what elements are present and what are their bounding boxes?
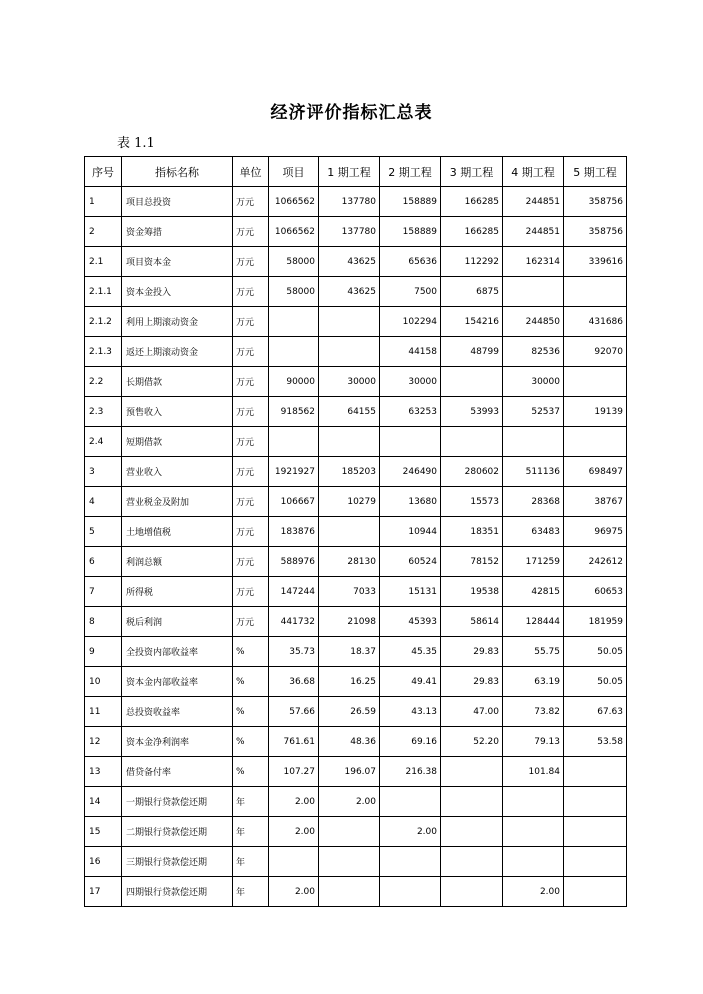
project-total-cell: 90000 xyxy=(269,367,319,397)
unit-cell: 万元 xyxy=(233,547,269,577)
table-caption: 表 1.1 xyxy=(117,136,155,151)
phase-4-cell: 42815 xyxy=(503,577,564,607)
indicator-name: 利润总额 xyxy=(122,547,233,577)
column-header: 指标名称 xyxy=(122,157,233,187)
phase-5-cell xyxy=(564,847,627,877)
phase-1-cell: 10279 xyxy=(319,487,380,517)
unit-cell: % xyxy=(233,757,269,787)
phase-5-cell: 431686 xyxy=(564,307,627,337)
phase-4-cell: 82536 xyxy=(503,337,564,367)
phase-2-cell: 49.41 xyxy=(380,667,441,697)
project-total-cell: 1921927 xyxy=(269,457,319,487)
project-total-cell xyxy=(269,847,319,877)
indicator-name: 返还上期滚动资金 xyxy=(122,337,233,367)
project-total-cell: 1066562 xyxy=(269,217,319,247)
project-total-cell: 2.00 xyxy=(269,817,319,847)
indicator-name: 营业收入 xyxy=(122,457,233,487)
unit-cell: 万元 xyxy=(233,517,269,547)
row-number: 13 xyxy=(85,757,122,787)
phase-3-cell: 166285 xyxy=(441,217,503,247)
phase-4-cell: 28368 xyxy=(503,487,564,517)
indicator-name: 长期借款 xyxy=(122,367,233,397)
phase-5-cell: 698497 xyxy=(564,457,627,487)
phase-1-cell xyxy=(319,427,380,457)
unit-cell: 万元 xyxy=(233,397,269,427)
phase-1-cell xyxy=(319,877,380,907)
column-header: 1 期工程 xyxy=(319,157,380,187)
table-row xyxy=(85,247,627,277)
row-number: 14 xyxy=(85,787,122,817)
phase-5-cell xyxy=(564,877,627,907)
project-total-cell xyxy=(269,307,319,337)
phase-1-cell xyxy=(319,817,380,847)
table-row xyxy=(85,487,627,517)
phase-1-cell xyxy=(319,337,380,367)
phase-1-cell: 28130 xyxy=(319,547,380,577)
phase-4-cell xyxy=(503,277,564,307)
phase-5-cell: 358756 xyxy=(564,217,627,247)
phase-5-cell: 92070 xyxy=(564,337,627,367)
phase-4-cell: 79.13 xyxy=(503,727,564,757)
phase-2-cell: 45.35 xyxy=(380,637,441,667)
phase-3-cell: 53993 xyxy=(441,397,503,427)
indicator-name: 项目总投资 xyxy=(122,187,233,217)
row-number: 3 xyxy=(85,457,122,487)
phase-2-cell: 2.00 xyxy=(380,817,441,847)
phase-5-cell: 181959 xyxy=(564,607,627,637)
indicator-name: 一期银行贷款偿还期 xyxy=(122,787,233,817)
row-number: 6 xyxy=(85,547,122,577)
phase-2-cell: 216.38 xyxy=(380,757,441,787)
phase-5-cell xyxy=(564,787,627,817)
phase-5-cell: 53.58 xyxy=(564,727,627,757)
column-header: 4 期工程 xyxy=(503,157,564,187)
unit-cell: 万元 xyxy=(233,187,269,217)
phase-3-cell: 29.83 xyxy=(441,637,503,667)
row-number: 7 xyxy=(85,577,122,607)
phase-5-cell: 67.63 xyxy=(564,697,627,727)
phase-2-cell: 7500 xyxy=(380,277,441,307)
phase-1-cell: 43625 xyxy=(319,247,380,277)
project-total-cell: 183876 xyxy=(269,517,319,547)
unit-cell: 万元 xyxy=(233,427,269,457)
project-total-cell: 57.66 xyxy=(269,697,319,727)
phase-4-cell xyxy=(503,787,564,817)
phase-1-cell xyxy=(319,847,380,877)
unit-cell: 万元 xyxy=(233,367,269,397)
table-row xyxy=(85,877,627,907)
indicator-name: 税后利润 xyxy=(122,607,233,637)
indicator-name: 资本金投入 xyxy=(122,277,233,307)
phase-4-cell: 511136 xyxy=(503,457,564,487)
table-body xyxy=(85,187,627,907)
phase-4-cell xyxy=(503,817,564,847)
column-header: 5 期工程 xyxy=(564,157,627,187)
phase-5-cell: 242612 xyxy=(564,547,627,577)
row-number: 2.4 xyxy=(85,427,122,457)
row-number: 17 xyxy=(85,877,122,907)
phase-4-cell: 73.82 xyxy=(503,697,564,727)
unit-cell: 年 xyxy=(233,847,269,877)
phase-2-cell: 44158 xyxy=(380,337,441,367)
phase-3-cell: 78152 xyxy=(441,547,503,577)
row-number: 4 xyxy=(85,487,122,517)
unit-cell: % xyxy=(233,727,269,757)
table-row xyxy=(85,277,627,307)
unit-cell: % xyxy=(233,697,269,727)
unit-cell: 万元 xyxy=(233,487,269,517)
table-row xyxy=(85,547,627,577)
project-total-cell: 36.68 xyxy=(269,667,319,697)
phase-5-cell: 50.05 xyxy=(564,637,627,667)
table-row xyxy=(85,607,627,637)
phase-1-cell: 21098 xyxy=(319,607,380,637)
project-total-cell xyxy=(269,337,319,367)
column-header: 3 期工程 xyxy=(441,157,503,187)
table-row xyxy=(85,307,627,337)
column-header: 序号 xyxy=(85,157,122,187)
phase-2-cell: 15131 xyxy=(380,577,441,607)
project-total-cell: 1066562 xyxy=(269,187,319,217)
phase-1-cell: 196.07 xyxy=(319,757,380,787)
phase-5-cell xyxy=(564,277,627,307)
phase-4-cell: 63483 xyxy=(503,517,564,547)
row-number: 2 xyxy=(85,217,122,247)
phase-1-cell: 137780 xyxy=(319,187,380,217)
phase-5-cell xyxy=(564,427,627,457)
phase-1-cell: 16.25 xyxy=(319,667,380,697)
unit-cell: 万元 xyxy=(233,277,269,307)
indicator-name: 借贷备付率 xyxy=(122,757,233,787)
row-number: 2.1 xyxy=(85,247,122,277)
phase-4-cell: 244850 xyxy=(503,307,564,337)
phase-1-cell xyxy=(319,307,380,337)
table-row xyxy=(85,397,627,427)
phase-5-cell: 38767 xyxy=(564,487,627,517)
phase-2-cell: 43.13 xyxy=(380,697,441,727)
phase-3-cell: 29.83 xyxy=(441,667,503,697)
phase-3-cell: 166285 xyxy=(441,187,503,217)
unit-cell: 年 xyxy=(233,787,269,817)
row-number: 15 xyxy=(85,817,122,847)
phase-5-cell xyxy=(564,757,627,787)
phase-2-cell xyxy=(380,787,441,817)
row-number: 16 xyxy=(85,847,122,877)
phase-3-cell xyxy=(441,847,503,877)
table-row xyxy=(85,667,627,697)
indicator-name: 二期银行贷款偿还期 xyxy=(122,817,233,847)
table-row xyxy=(85,337,627,367)
indicator-table xyxy=(84,156,627,907)
phase-5-cell: 96975 xyxy=(564,517,627,547)
row-number: 2.1.2 xyxy=(85,307,122,337)
project-total-cell: 58000 xyxy=(269,247,319,277)
phase-4-cell: 244851 xyxy=(503,217,564,247)
project-total-cell: 35.73 xyxy=(269,637,319,667)
phase-2-cell: 246490 xyxy=(380,457,441,487)
indicator-name: 资金筹措 xyxy=(122,217,233,247)
phase-5-cell: 50.05 xyxy=(564,667,627,697)
phase-3-cell xyxy=(441,817,503,847)
phase-3-cell: 48799 xyxy=(441,337,503,367)
row-number: 9 xyxy=(85,637,122,667)
phase-1-cell: 48.36 xyxy=(319,727,380,757)
table-row xyxy=(85,427,627,457)
phase-1-cell: 7033 xyxy=(319,577,380,607)
phase-2-cell: 60524 xyxy=(380,547,441,577)
phase-5-cell: 358756 xyxy=(564,187,627,217)
phase-3-cell: 6875 xyxy=(441,277,503,307)
row-number: 8 xyxy=(85,607,122,637)
table-row xyxy=(85,757,627,787)
project-total-cell: 761.61 xyxy=(269,727,319,757)
phase-5-cell: 339616 xyxy=(564,247,627,277)
row-number: 2.1.3 xyxy=(85,337,122,367)
unit-cell: % xyxy=(233,637,269,667)
phase-2-cell: 158889 xyxy=(380,187,441,217)
phase-1-cell: 185203 xyxy=(319,457,380,487)
table-row xyxy=(85,517,627,547)
indicator-name: 三期银行贷款偿还期 xyxy=(122,847,233,877)
table-row xyxy=(85,187,627,217)
unit-cell: 万元 xyxy=(233,457,269,487)
row-number: 12 xyxy=(85,727,122,757)
indicator-name: 资本金净利润率 xyxy=(122,727,233,757)
phase-5-cell xyxy=(564,367,627,397)
phase-3-cell xyxy=(441,367,503,397)
phase-4-cell: 162314 xyxy=(503,247,564,277)
phase-4-cell: 128444 xyxy=(503,607,564,637)
project-total-cell xyxy=(269,427,319,457)
table-row xyxy=(85,847,627,877)
phase-3-cell: 15573 xyxy=(441,487,503,517)
unit-cell: 万元 xyxy=(233,217,269,247)
phase-1-cell: 43625 xyxy=(319,277,380,307)
indicator-name: 预售收入 xyxy=(122,397,233,427)
column-header: 项目 xyxy=(269,157,319,187)
indicator-name: 土地增值税 xyxy=(122,517,233,547)
table-row xyxy=(85,697,627,727)
phase-2-cell xyxy=(380,427,441,457)
unit-cell: 万元 xyxy=(233,577,269,607)
project-total-cell: 2.00 xyxy=(269,877,319,907)
unit-cell: 万元 xyxy=(233,607,269,637)
indicator-name: 四期银行贷款偿还期 xyxy=(122,877,233,907)
phase-3-cell: 47.00 xyxy=(441,697,503,727)
phase-4-cell: 30000 xyxy=(503,367,564,397)
phase-4-cell: 171259 xyxy=(503,547,564,577)
phase-2-cell: 45393 xyxy=(380,607,441,637)
table-row xyxy=(85,457,627,487)
phase-2-cell: 30000 xyxy=(380,367,441,397)
phase-3-cell: 18351 xyxy=(441,517,503,547)
row-number: 2.1.1 xyxy=(85,277,122,307)
phase-4-cell: 2.00 xyxy=(503,877,564,907)
table-row xyxy=(85,637,627,667)
table-row xyxy=(85,727,627,757)
phase-5-cell: 19139 xyxy=(564,397,627,427)
phase-3-cell: 19538 xyxy=(441,577,503,607)
project-total-cell: 107.27 xyxy=(269,757,319,787)
row-number: 11 xyxy=(85,697,122,727)
unit-cell: 万元 xyxy=(233,337,269,367)
column-header: 2 期工程 xyxy=(380,157,441,187)
indicator-name: 总投资收益率 xyxy=(122,697,233,727)
project-total-cell: 147244 xyxy=(269,577,319,607)
project-total-cell: 106667 xyxy=(269,487,319,517)
unit-cell: % xyxy=(233,667,269,697)
row-number: 10 xyxy=(85,667,122,697)
phase-3-cell: 58614 xyxy=(441,607,503,637)
phase-2-cell xyxy=(380,877,441,907)
indicator-name: 营业税金及附加 xyxy=(122,487,233,517)
phase-2-cell: 63253 xyxy=(380,397,441,427)
phase-2-cell: 69.16 xyxy=(380,727,441,757)
phase-3-cell: 280602 xyxy=(441,457,503,487)
unit-cell: 万元 xyxy=(233,307,269,337)
phase-1-cell: 30000 xyxy=(319,367,380,397)
unit-cell: 年 xyxy=(233,877,269,907)
phase-3-cell xyxy=(441,427,503,457)
phase-2-cell: 10944 xyxy=(380,517,441,547)
phase-4-cell xyxy=(503,427,564,457)
project-total-cell: 441732 xyxy=(269,607,319,637)
row-number: 2.3 xyxy=(85,397,122,427)
indicator-name: 全投资内部收益率 xyxy=(122,637,233,667)
phase-2-cell: 13680 xyxy=(380,487,441,517)
phase-1-cell: 137780 xyxy=(319,217,380,247)
row-number: 2.2 xyxy=(85,367,122,397)
table-row xyxy=(85,217,627,247)
page-title: 经济评价指标汇总表 xyxy=(270,103,433,123)
phase-1-cell: 18.37 xyxy=(319,637,380,667)
header-row xyxy=(85,157,627,187)
table-row xyxy=(85,577,627,607)
phase-3-cell xyxy=(441,787,503,817)
phase-3-cell xyxy=(441,877,503,907)
phase-3-cell: 52.20 xyxy=(441,727,503,757)
phase-5-cell: 60653 xyxy=(564,577,627,607)
indicator-name: 所得税 xyxy=(122,577,233,607)
phase-1-cell: 2.00 xyxy=(319,787,380,817)
phase-4-cell xyxy=(503,847,564,877)
column-header: 单位 xyxy=(233,157,269,187)
table-row xyxy=(85,367,627,397)
phase-5-cell xyxy=(564,817,627,847)
indicator-name: 利用上期滚动资金 xyxy=(122,307,233,337)
phase-2-cell: 65636 xyxy=(380,247,441,277)
phase-3-cell: 112292 xyxy=(441,247,503,277)
phase-2-cell xyxy=(380,847,441,877)
unit-cell: 年 xyxy=(233,817,269,847)
phase-1-cell xyxy=(319,517,380,547)
phase-3-cell: 154216 xyxy=(441,307,503,337)
row-number: 1 xyxy=(85,187,122,217)
project-total-cell: 58000 xyxy=(269,277,319,307)
phase-4-cell: 63.19 xyxy=(503,667,564,697)
phase-2-cell: 158889 xyxy=(380,217,441,247)
table-row xyxy=(85,787,627,817)
project-total-cell: 588976 xyxy=(269,547,319,577)
table-row xyxy=(85,817,627,847)
indicator-name: 资本金内部收益率 xyxy=(122,667,233,697)
phase-4-cell: 244851 xyxy=(503,187,564,217)
phase-4-cell: 55.75 xyxy=(503,637,564,667)
indicator-name: 短期借款 xyxy=(122,427,233,457)
phase-2-cell: 102294 xyxy=(380,307,441,337)
project-total-cell: 2.00 xyxy=(269,787,319,817)
phase-3-cell xyxy=(441,757,503,787)
project-total-cell: 918562 xyxy=(269,397,319,427)
phase-1-cell: 64155 xyxy=(319,397,380,427)
phase-4-cell: 101.84 xyxy=(503,757,564,787)
indicator-name: 项目资本金 xyxy=(122,247,233,277)
unit-cell: 万元 xyxy=(233,247,269,277)
row-number: 5 xyxy=(85,517,122,547)
phase-4-cell: 52537 xyxy=(503,397,564,427)
phase-1-cell: 26.59 xyxy=(319,697,380,727)
